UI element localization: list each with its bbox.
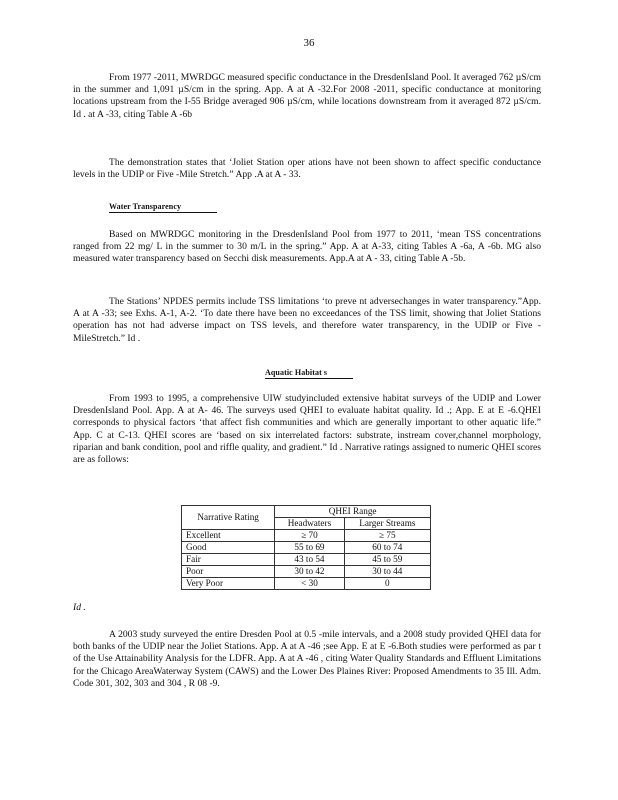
col-header-larger: Larger Streams <box>344 518 430 530</box>
paragraph-npdes: The Stations’ NPDES permits include TSS limitations ‘to preve nt adversechanges in water transparency.”App. A at A -33; see Exhs. A-1, A-2. ‘To date there have been no exceedances of the TSS limit, showing that Joliet Stations operation has not had adverse impact on TSS levels, and therefore water transparency, in the UDIP or Five - MileStretch.” Id . <box>73 296 541 344</box>
heading-underline <box>109 212 217 213</box>
table-row: Poor 30 to 42 30 to 44 <box>182 566 431 578</box>
paragraph-habitat-surveys: From 1993 to 1995, a comprehensive UIW studyincluded extensive habitat surveys of the UDIP and Lower DresdenIsland Pool. App. A at A- 46. The surveys used QHEI to evaluate habitat quality. Id .; App. E at E -6.QHEI corresponds to physical factors ‘that affect fish communities and which are generally important to other aquatic life.” App. C at C-13. QHEI scores are ‘based on six interrelated factors: substrate, instream cover,channel morphology, riparian and bank condition, pool and riffle quality, and gradient.” Id . Narrative ratings assigned to numeric QHEI scores are as follows: <box>73 393 541 466</box>
heading-water-transparency: Water Transparency <box>109 202 182 211</box>
col-header-headwaters: Headwaters <box>275 518 344 530</box>
paragraph-demonstration: The demonstration states that ‘Joliet Station oper ations have not been shown to affect specific conductance levels in the UDIP or Five -Mile Stretch.” App .A at A - 33. <box>73 157 541 181</box>
paragraph-tss: Based on MWRDGC monitoring in the DresdenIsland Pool from 1977 to 2011, ‘mean TSS concentrations ranged from 22 mg/ L in the summer to 30 m/L in the spring.” App. A at A-33, citing Tables A -6a, A -6b. MG also measured water transparency based on Secchi disk measurements. App.A at A - 33, citing Table A -5b. <box>73 229 541 265</box>
table-row: Fair 43 to 54 45 to 59 <box>182 554 431 566</box>
heading-underline <box>265 378 353 379</box>
table-row: Very Poor < 30 0 <box>182 578 431 590</box>
page-number: 36 <box>303 37 315 49</box>
paragraph-specific-conductance: From 1977 -2011, MWRDGC measured specific conductance in the DresdenIsland Pool. It averaged 762 µS/cm in the summer and 1,091 µS/cm in the spring. App. A at A -32.For 2008 -2011, specific conductance at monitoring locations upstream from the I-55 Bridge averaged 906 µS/cm, while locations downstream from it averaged 872 µS/cm. Id . at A -33, citing Table A -6b <box>73 72 541 120</box>
col-header-group: QHEI Range <box>275 506 431 518</box>
table-row: Good 55 to 69 60 to 74 <box>182 542 431 554</box>
citation-id: Id . <box>73 602 86 613</box>
table-row: Excellent ≥ 70 ≥ 75 <box>182 530 431 542</box>
qhei-table <box>181 505 431 590</box>
heading-aquatic-habitat: Aquatic Habitat s <box>265 368 328 377</box>
col-header-rating: Narrative Rating <box>182 506 275 530</box>
paragraph-2003-study: A 2003 study surveyed the entire Dresden Pool at 0.5 -mile intervals, and a 2008 study provided QHEI data for both banks of the UDIP near the Joliet Stations. App. A at A -46 ;see App. E at E -6.Both studies were performed as par t of the Use Attainability Analysis for the LDFR. App. A at A -46 , citing Water Quality Standards and Effluent Limitations for the Chicago AreaWaterway System (CAWS) and the Lower Des Plaines River: Proposed Amendments to 35 Ill. Adm. Code 301, 302, 303 and 304 , R 08 -9. <box>73 629 541 689</box>
